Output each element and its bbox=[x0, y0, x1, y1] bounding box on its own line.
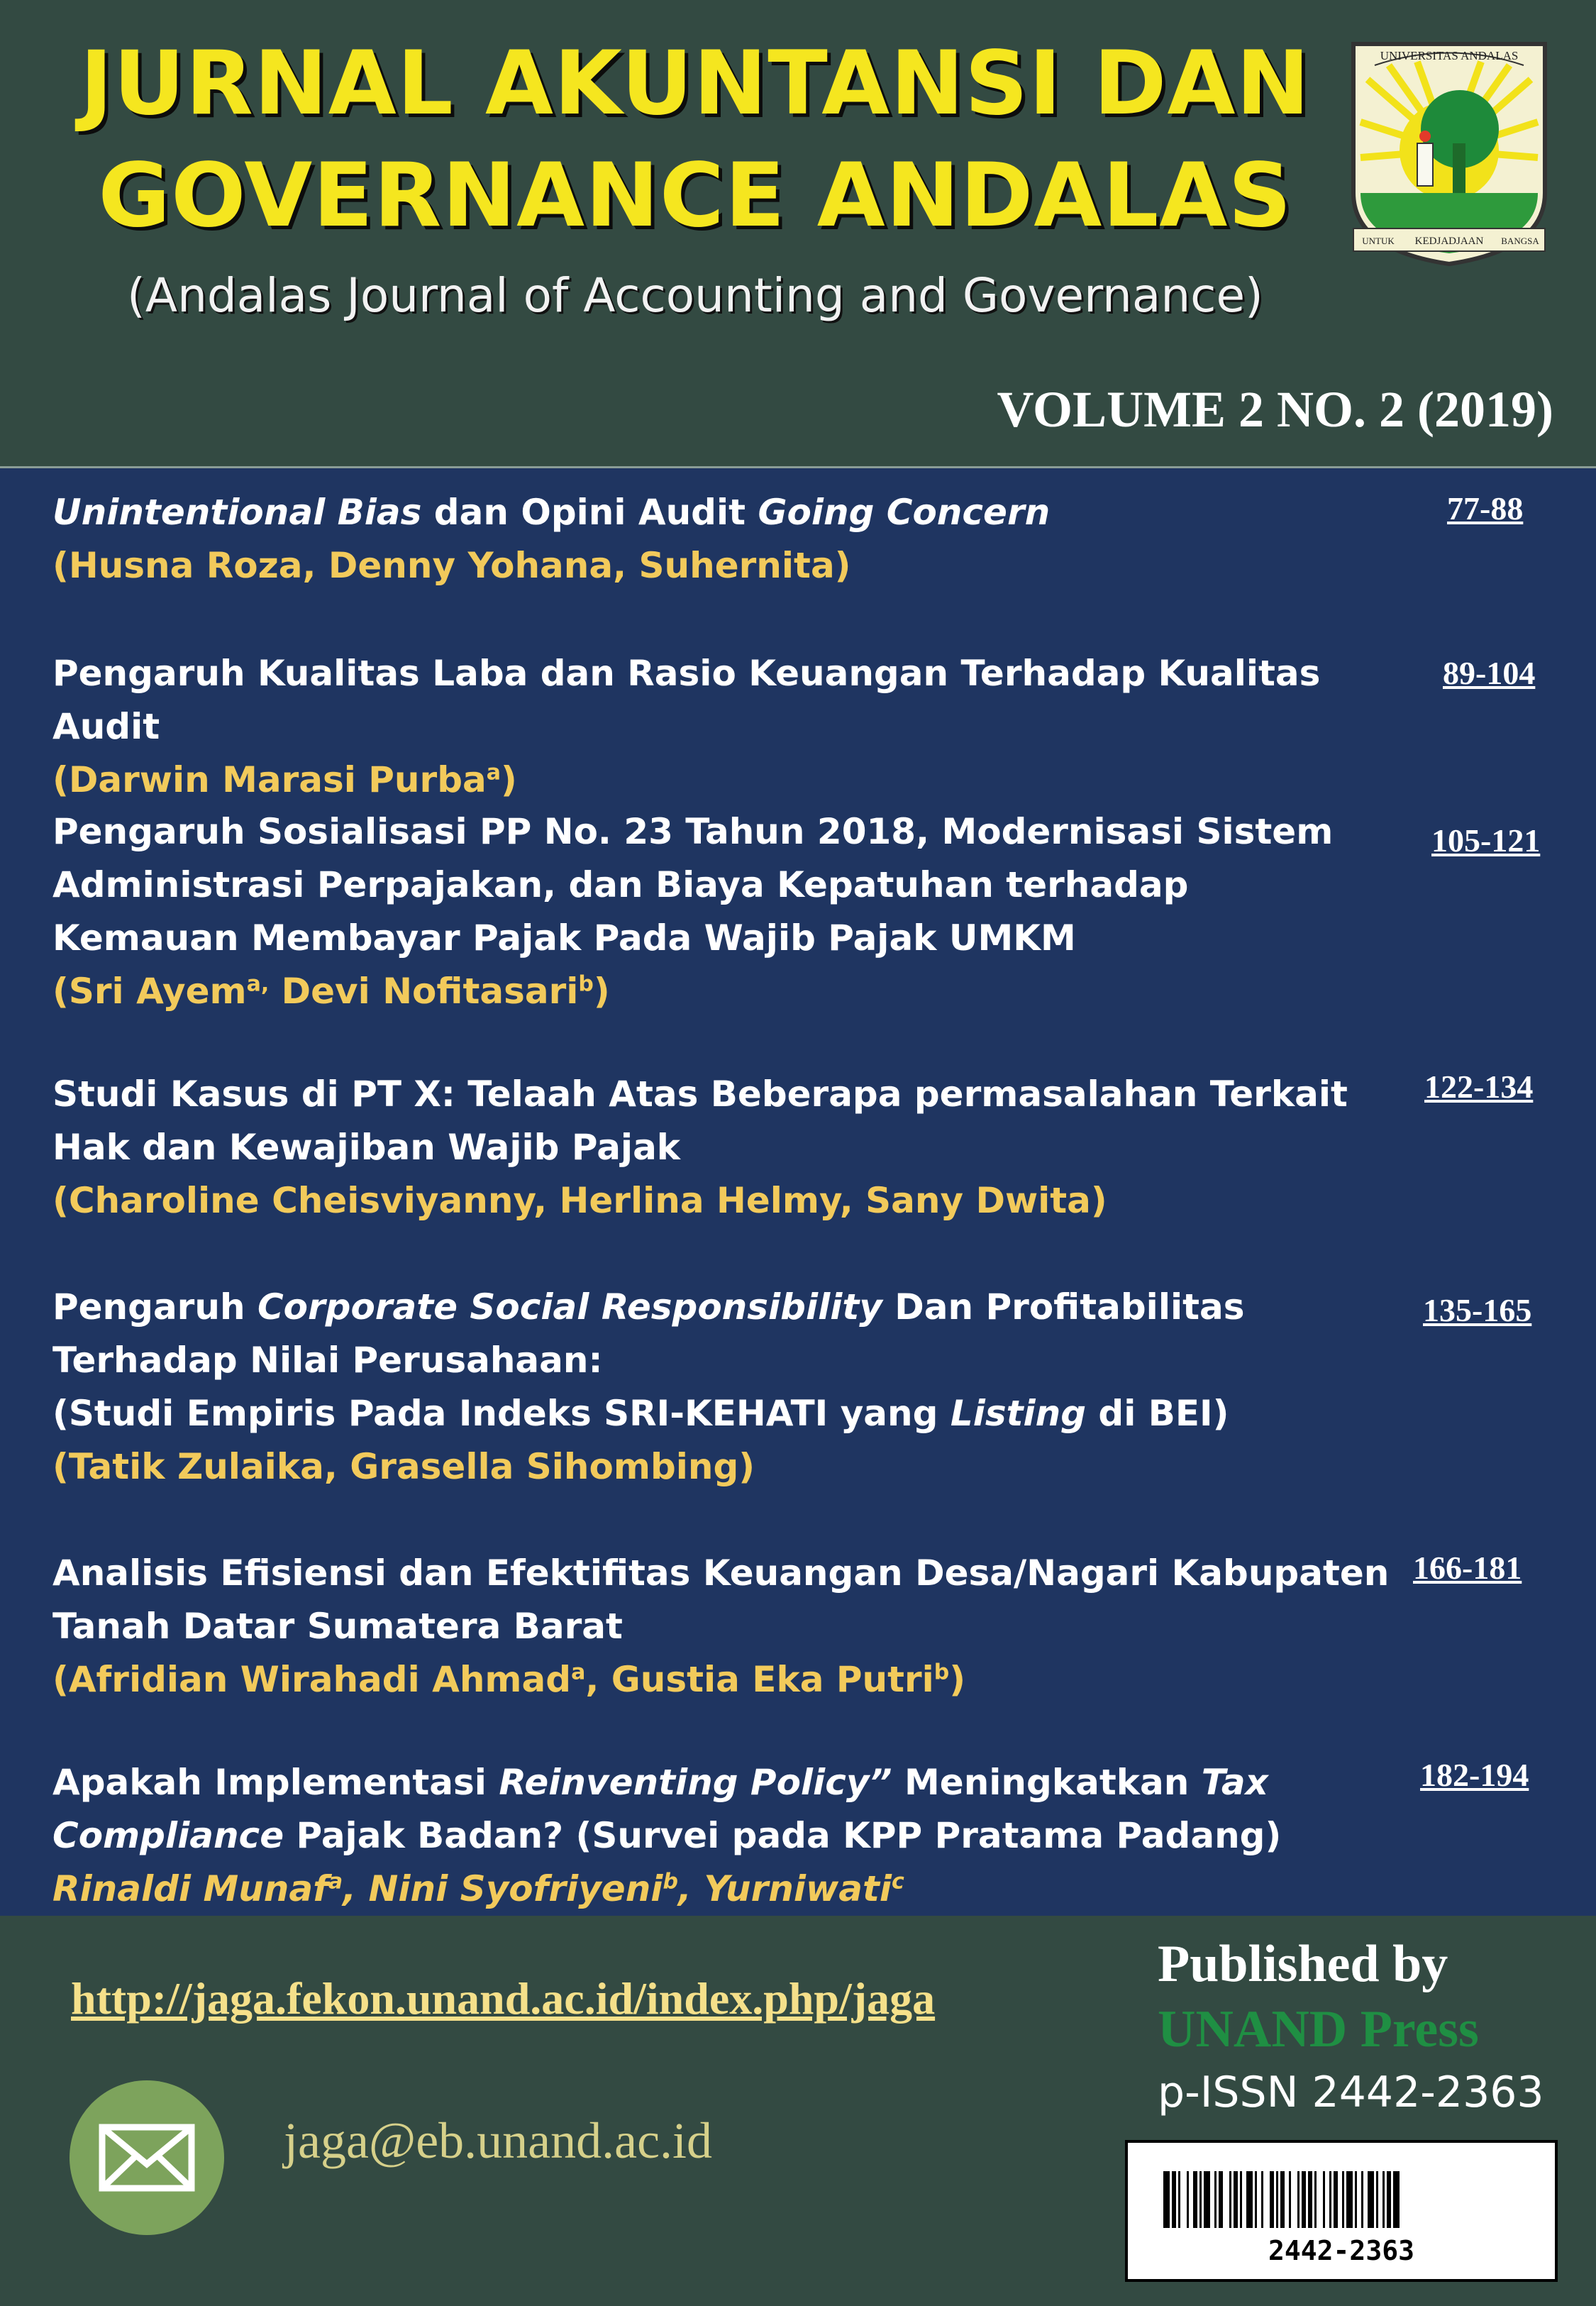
article-7-title bbox=[52, 1756, 1422, 1863]
barcode-bar bbox=[1204, 2171, 1210, 2228]
article-6 bbox=[52, 1547, 1407, 1706]
article-6-title-part: Analisis Efisiensi dan Efektifitas Keuangan Desa/Nagari Kabupaten Tanah Datar Sumatera Barat bbox=[52, 1552, 1390, 1647]
barcode-bar bbox=[1261, 2171, 1263, 2228]
barcode-bar bbox=[1387, 2171, 1391, 2228]
barcode-bar bbox=[1346, 2171, 1353, 2228]
author-text: (Darwin Marasi Purba bbox=[52, 759, 487, 800]
barcode-bar bbox=[1297, 2171, 1299, 2228]
cover-footer bbox=[0, 1916, 1596, 2306]
article-1-title-part: Unintentional Bias bbox=[52, 492, 422, 533]
article-5-subtitle bbox=[52, 1387, 1436, 1440]
barcode-bar bbox=[1314, 2171, 1317, 2228]
author-sup: a bbox=[486, 760, 501, 785]
article-7-title-part: Meningkatkan bbox=[892, 1762, 1202, 1803]
issn-barcode bbox=[1125, 2140, 1558, 2282]
article-6-pages[interactable]: 166-181 bbox=[1413, 1550, 1522, 1586]
author-sup: b bbox=[663, 1869, 678, 1894]
article-1-pages[interactable]: 77-88 bbox=[1447, 490, 1524, 526]
barcode-bar bbox=[1172, 2171, 1176, 2228]
article-5-sub-part: di BEI) bbox=[1086, 1393, 1229, 1434]
article-5-authors: (Tatik Zulaika, Grasella Sihombing) bbox=[52, 1446, 755, 1487]
barcode-bar bbox=[1342, 2171, 1344, 2228]
article-5 bbox=[52, 1281, 1436, 1494]
barcode-bars bbox=[1128, 2143, 1555, 2235]
barcode-bar bbox=[1193, 2171, 1197, 2228]
article-7-title-part: Reinventing Policy” bbox=[499, 1762, 892, 1803]
article-6-title bbox=[52, 1547, 1407, 1653]
university-seal-logo bbox=[1346, 37, 1552, 271]
author-text: ) bbox=[593, 971, 610, 1012]
article-5-title-part: Dan Profitabilitas Terhadap Nilai Perusahaan: bbox=[52, 1286, 1245, 1381]
table-of-contents bbox=[0, 468, 1596, 1916]
author-sup: a bbox=[328, 1869, 343, 1894]
seal-banner-right: BANGSA bbox=[1501, 236, 1539, 246]
article-4-title bbox=[52, 1068, 1422, 1174]
barcode-bar bbox=[1234, 2171, 1238, 2228]
seal-top-text: UNIVERSITAS ANDALAS bbox=[1380, 49, 1519, 62]
article-5-pages[interactable]: 135-165 bbox=[1423, 1292, 1532, 1328]
article-3-authors bbox=[52, 965, 1372, 1018]
contact-email-link[interactable]: jaga@eb.unand.ac.id bbox=[284, 2112, 713, 2169]
author-text: , Nini Syofriyeni bbox=[343, 1868, 663, 1909]
article-4-authors: (Charoline Cheisviyanny, Herlina Helmy, Sany Dwita) bbox=[52, 1180, 1107, 1221]
journal-subtitle: (Andalas Journal of Accounting and Governance) bbox=[127, 268, 1263, 323]
seal-banner-center: KEDJADJAAN bbox=[1414, 236, 1484, 247]
barcode-bar bbox=[1308, 2171, 1312, 2228]
barcode-bar bbox=[1280, 2171, 1285, 2228]
author-text: ) bbox=[500, 759, 517, 800]
author-text: (Afridian Wirahadi Ahmad bbox=[52, 1659, 572, 1700]
barcode-bar bbox=[1368, 2171, 1374, 2228]
author-sup: a, bbox=[246, 971, 270, 997]
article-1-title-part: Going Concern bbox=[758, 492, 1051, 533]
barcode-bar bbox=[1199, 2171, 1202, 2228]
article-7 bbox=[52, 1756, 1422, 1916]
article-1-title bbox=[52, 486, 1422, 539]
article-2-authors bbox=[52, 754, 1422, 807]
article-5-title bbox=[52, 1281, 1436, 1387]
author-text: ) bbox=[949, 1659, 966, 1700]
journal-title-line-1: JURNAL AKUNTANSI DAN bbox=[79, 33, 1311, 135]
author-sup: a bbox=[571, 1660, 586, 1685]
barcode-bar bbox=[1219, 2171, 1223, 2228]
author-sup: b bbox=[933, 1660, 950, 1685]
journal-title-line-2: GOVERNANCE ANDALAS bbox=[98, 145, 1292, 247]
envelope-icon bbox=[70, 2080, 224, 2235]
seal-banner-left: UNTUK bbox=[1362, 236, 1395, 246]
barcode-bar bbox=[1355, 2171, 1357, 2228]
article-6-authors bbox=[52, 1653, 1407, 1706]
barcode-bar bbox=[1323, 2171, 1325, 2228]
author-text: , Gustia Eka Putri bbox=[585, 1659, 934, 1700]
barcode-bar bbox=[1302, 2171, 1306, 2228]
author-sup: c bbox=[892, 1869, 904, 1894]
article-1-authors: (Husna Roza, Denny Yohana, Suhernita) bbox=[52, 545, 851, 586]
barcode-bar bbox=[1255, 2171, 1257, 2228]
barcode-bar bbox=[1361, 2171, 1363, 2228]
article-4-pages[interactable]: 122-134 bbox=[1424, 1069, 1534, 1105]
article-2-title-part: Pengaruh Kualitas Laba dan Rasio Keuangan Terhadap Kualitas Audit bbox=[52, 653, 1321, 747]
publisher-name: UNAND Press bbox=[1158, 2000, 1479, 2058]
barcode-bar bbox=[1329, 2171, 1331, 2228]
article-5-title-part: Corporate Social Responsibility bbox=[257, 1286, 882, 1328]
author-text: , Yurniwati bbox=[677, 1868, 892, 1909]
barcode-bar bbox=[1240, 2171, 1242, 2228]
barcode-bar bbox=[1334, 2171, 1338, 2228]
barcode-number: 2442-2363 bbox=[1268, 2235, 1414, 2266]
article-4-title-part: Studi Kasus di PT X: Telaah Atas Beberapa permasalahan Terkait Hak dan Kewajiban Wajib Pajak bbox=[52, 1074, 1348, 1168]
mail-icon-circle[interactable] bbox=[70, 2080, 224, 2235]
journal-url-link[interactable]: http://jaga.fekon.unand.ac.id/index.php/jaga bbox=[71, 1973, 936, 2024]
article-4 bbox=[52, 1068, 1422, 1228]
article-7-authors bbox=[52, 1863, 1422, 1916]
article-1 bbox=[52, 486, 1422, 592]
barcode-bar bbox=[1376, 2171, 1378, 2228]
article-7-pages[interactable]: 182-194 bbox=[1420, 1757, 1529, 1793]
issn-label: p-ISSN 2442-2363 bbox=[1158, 2068, 1544, 2117]
barcode-bar bbox=[1276, 2171, 1278, 2228]
article-5-sub-part: Listing bbox=[950, 1393, 1087, 1434]
barcode-bar bbox=[1187, 2171, 1189, 2228]
article-3-title-part: Pengaruh Sosialisasi PP No. 23 Tahun 2018, Modernisasi Sistem Administrasi Perpajakan, dan Biaya Kepatuhan terhadap Kemauan Membayar Pajak Pada Wajib Pajak UMKM bbox=[52, 811, 1334, 959]
article-2-pages[interactable]: 89-104 bbox=[1443, 655, 1536, 691]
article-5-sub-part: (Studi Empiris Pada Indeks SRI-KEHATI yang bbox=[52, 1393, 951, 1434]
barcode-bar bbox=[1214, 2171, 1217, 2228]
author-text: Devi Nofitasari bbox=[269, 971, 579, 1012]
barcode-bar bbox=[1163, 2171, 1170, 2228]
barcode-bar bbox=[1270, 2171, 1274, 2228]
article-2-title bbox=[52, 647, 1422, 754]
cover-header bbox=[0, 0, 1596, 468]
article-5-title-part: Pengaruh bbox=[52, 1286, 257, 1328]
barcode-bar bbox=[1382, 2171, 1385, 2228]
volume-label: VOLUME 2 NO. 2 (2019) bbox=[997, 381, 1553, 438]
article-3-title bbox=[52, 805, 1372, 965]
article-7-title-part: Pajak Badan? (Survei pada KPP Pratama Padang) bbox=[284, 1815, 1282, 1856]
author-text: (Sri Ayem bbox=[52, 971, 247, 1012]
barcode-bar bbox=[1289, 2171, 1291, 2228]
author-sup: b bbox=[578, 971, 594, 997]
article-2 bbox=[52, 647, 1422, 807]
article-3-pages[interactable]: 105-121 bbox=[1431, 822, 1541, 859]
article-7-title-part: Tax Compliance bbox=[52, 1762, 1268, 1856]
article-1-title-part: dan Opini Audit bbox=[421, 492, 758, 533]
article-3 bbox=[52, 805, 1372, 1018]
article-7-title-part: Apakah Implementasi bbox=[52, 1762, 499, 1803]
barcode-bar bbox=[1229, 2171, 1231, 2228]
author-text: Rinaldi Munaf bbox=[52, 1868, 328, 1909]
barcode-bar bbox=[1393, 2171, 1400, 2228]
barcode-bar bbox=[1246, 2171, 1253, 2228]
barcode-bar bbox=[1178, 2171, 1180, 2228]
published-by-label: Published by bbox=[1158, 1935, 1448, 1993]
